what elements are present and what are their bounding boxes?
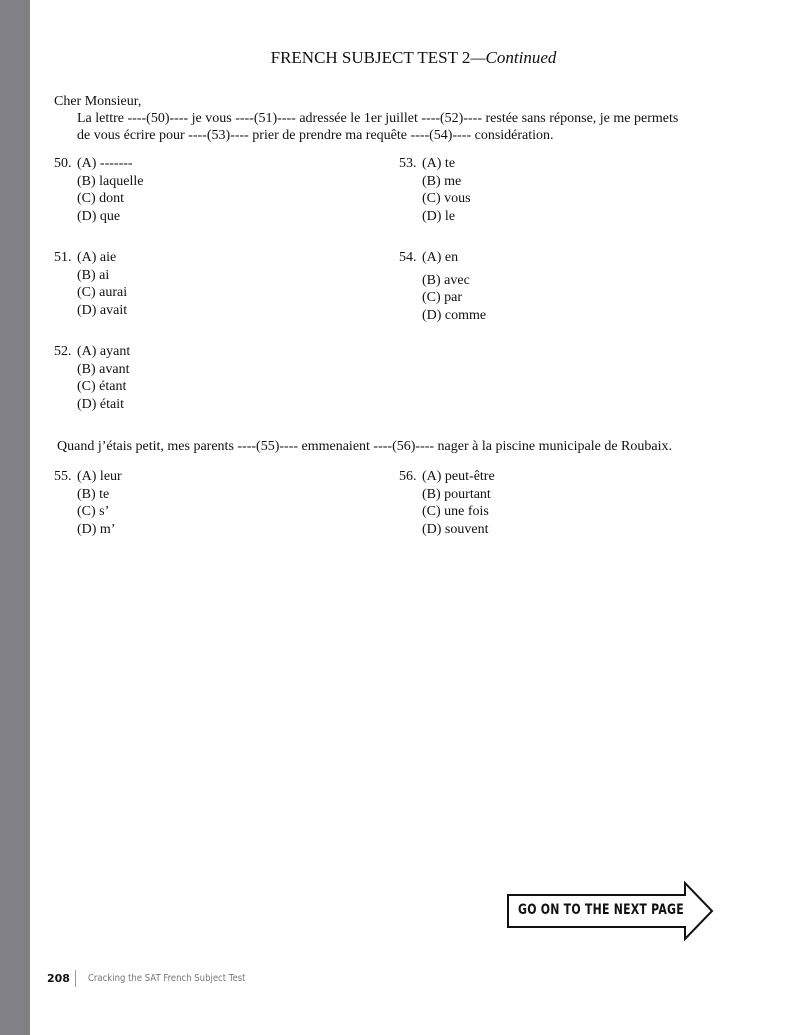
- option-d: (D) que: [77, 209, 121, 224]
- option-a: (A) -------: [77, 156, 133, 171]
- option-a: (A) en: [422, 250, 459, 265]
- option-d: (D) comme: [422, 308, 487, 323]
- option-c: (C) dont: [77, 191, 125, 206]
- question-number: 53.: [399, 156, 417, 171]
- option-a: (A) aie: [77, 250, 117, 265]
- option-d: (D) avait: [77, 303, 128, 318]
- next-page-label: GO ON TO THE NEXT PAGE: [518, 902, 684, 918]
- option-c: (C) aurai: [77, 285, 128, 300]
- option-a: (A) ayant: [77, 344, 131, 359]
- option-b: (B) pourtant: [422, 487, 491, 502]
- question-number: 51.: [54, 250, 72, 265]
- option-d: (D) souvent: [422, 522, 489, 537]
- option-d: (D) le: [422, 209, 456, 224]
- option-b: (B) avant: [77, 362, 130, 377]
- question-number: 52.: [54, 344, 72, 359]
- option-c: (C) étant: [77, 379, 127, 394]
- question-number: 54.: [399, 250, 417, 265]
- option-c: (C) une fois: [422, 504, 489, 519]
- option-a: (A) te: [422, 156, 456, 171]
- passage1-line2: de vous écrire pour ----(53)---- prier de prendre ma requête ----(54)---- considération.: [77, 128, 554, 143]
- salutation: Cher Monsieur,: [54, 94, 142, 109]
- passage1-line1: La lettre ----(50)---- je vous ----(51)---- adressée le 1er juillet ----(52)---- restée sans réponse, je me permets: [77, 111, 679, 126]
- question-number: 56.: [399, 469, 417, 484]
- option-c: (C) s’: [77, 504, 110, 519]
- option-d: (D) m’: [77, 522, 116, 537]
- page-side-bar: [0, 0, 30, 1035]
- option-b: (B) te: [77, 487, 110, 502]
- option-c: (C) par: [422, 290, 463, 305]
- option-a: (A) leur: [77, 469, 122, 484]
- option-b: (B) laquelle: [77, 174, 144, 189]
- title-suffix: —Continued: [470, 48, 557, 67]
- title-text: FRENCH SUBJECT TEST 2: [270, 48, 471, 67]
- option-c: (C) vous: [422, 191, 471, 206]
- page-number: 208: [47, 972, 70, 985]
- option-d: (D) était: [77, 397, 125, 412]
- passage2: Quand j’étais petit, mes parents ----(55)---- emmenaient ----(56)---- nager à la piscine municipale de Roubaix.: [57, 439, 672, 454]
- option-b: (B) me: [422, 174, 462, 189]
- option-a: (A) peut-être: [422, 469, 495, 484]
- book-title: Cracking the SAT French Subject Test: [88, 973, 246, 984]
- question-number: 55.: [54, 469, 72, 484]
- page-title: [0, 48, 797, 68]
- option-b: (B) ai: [77, 268, 110, 283]
- footer-divider: [75, 970, 76, 987]
- question-number: 50.: [54, 156, 72, 171]
- option-b: (B) avec: [422, 273, 470, 288]
